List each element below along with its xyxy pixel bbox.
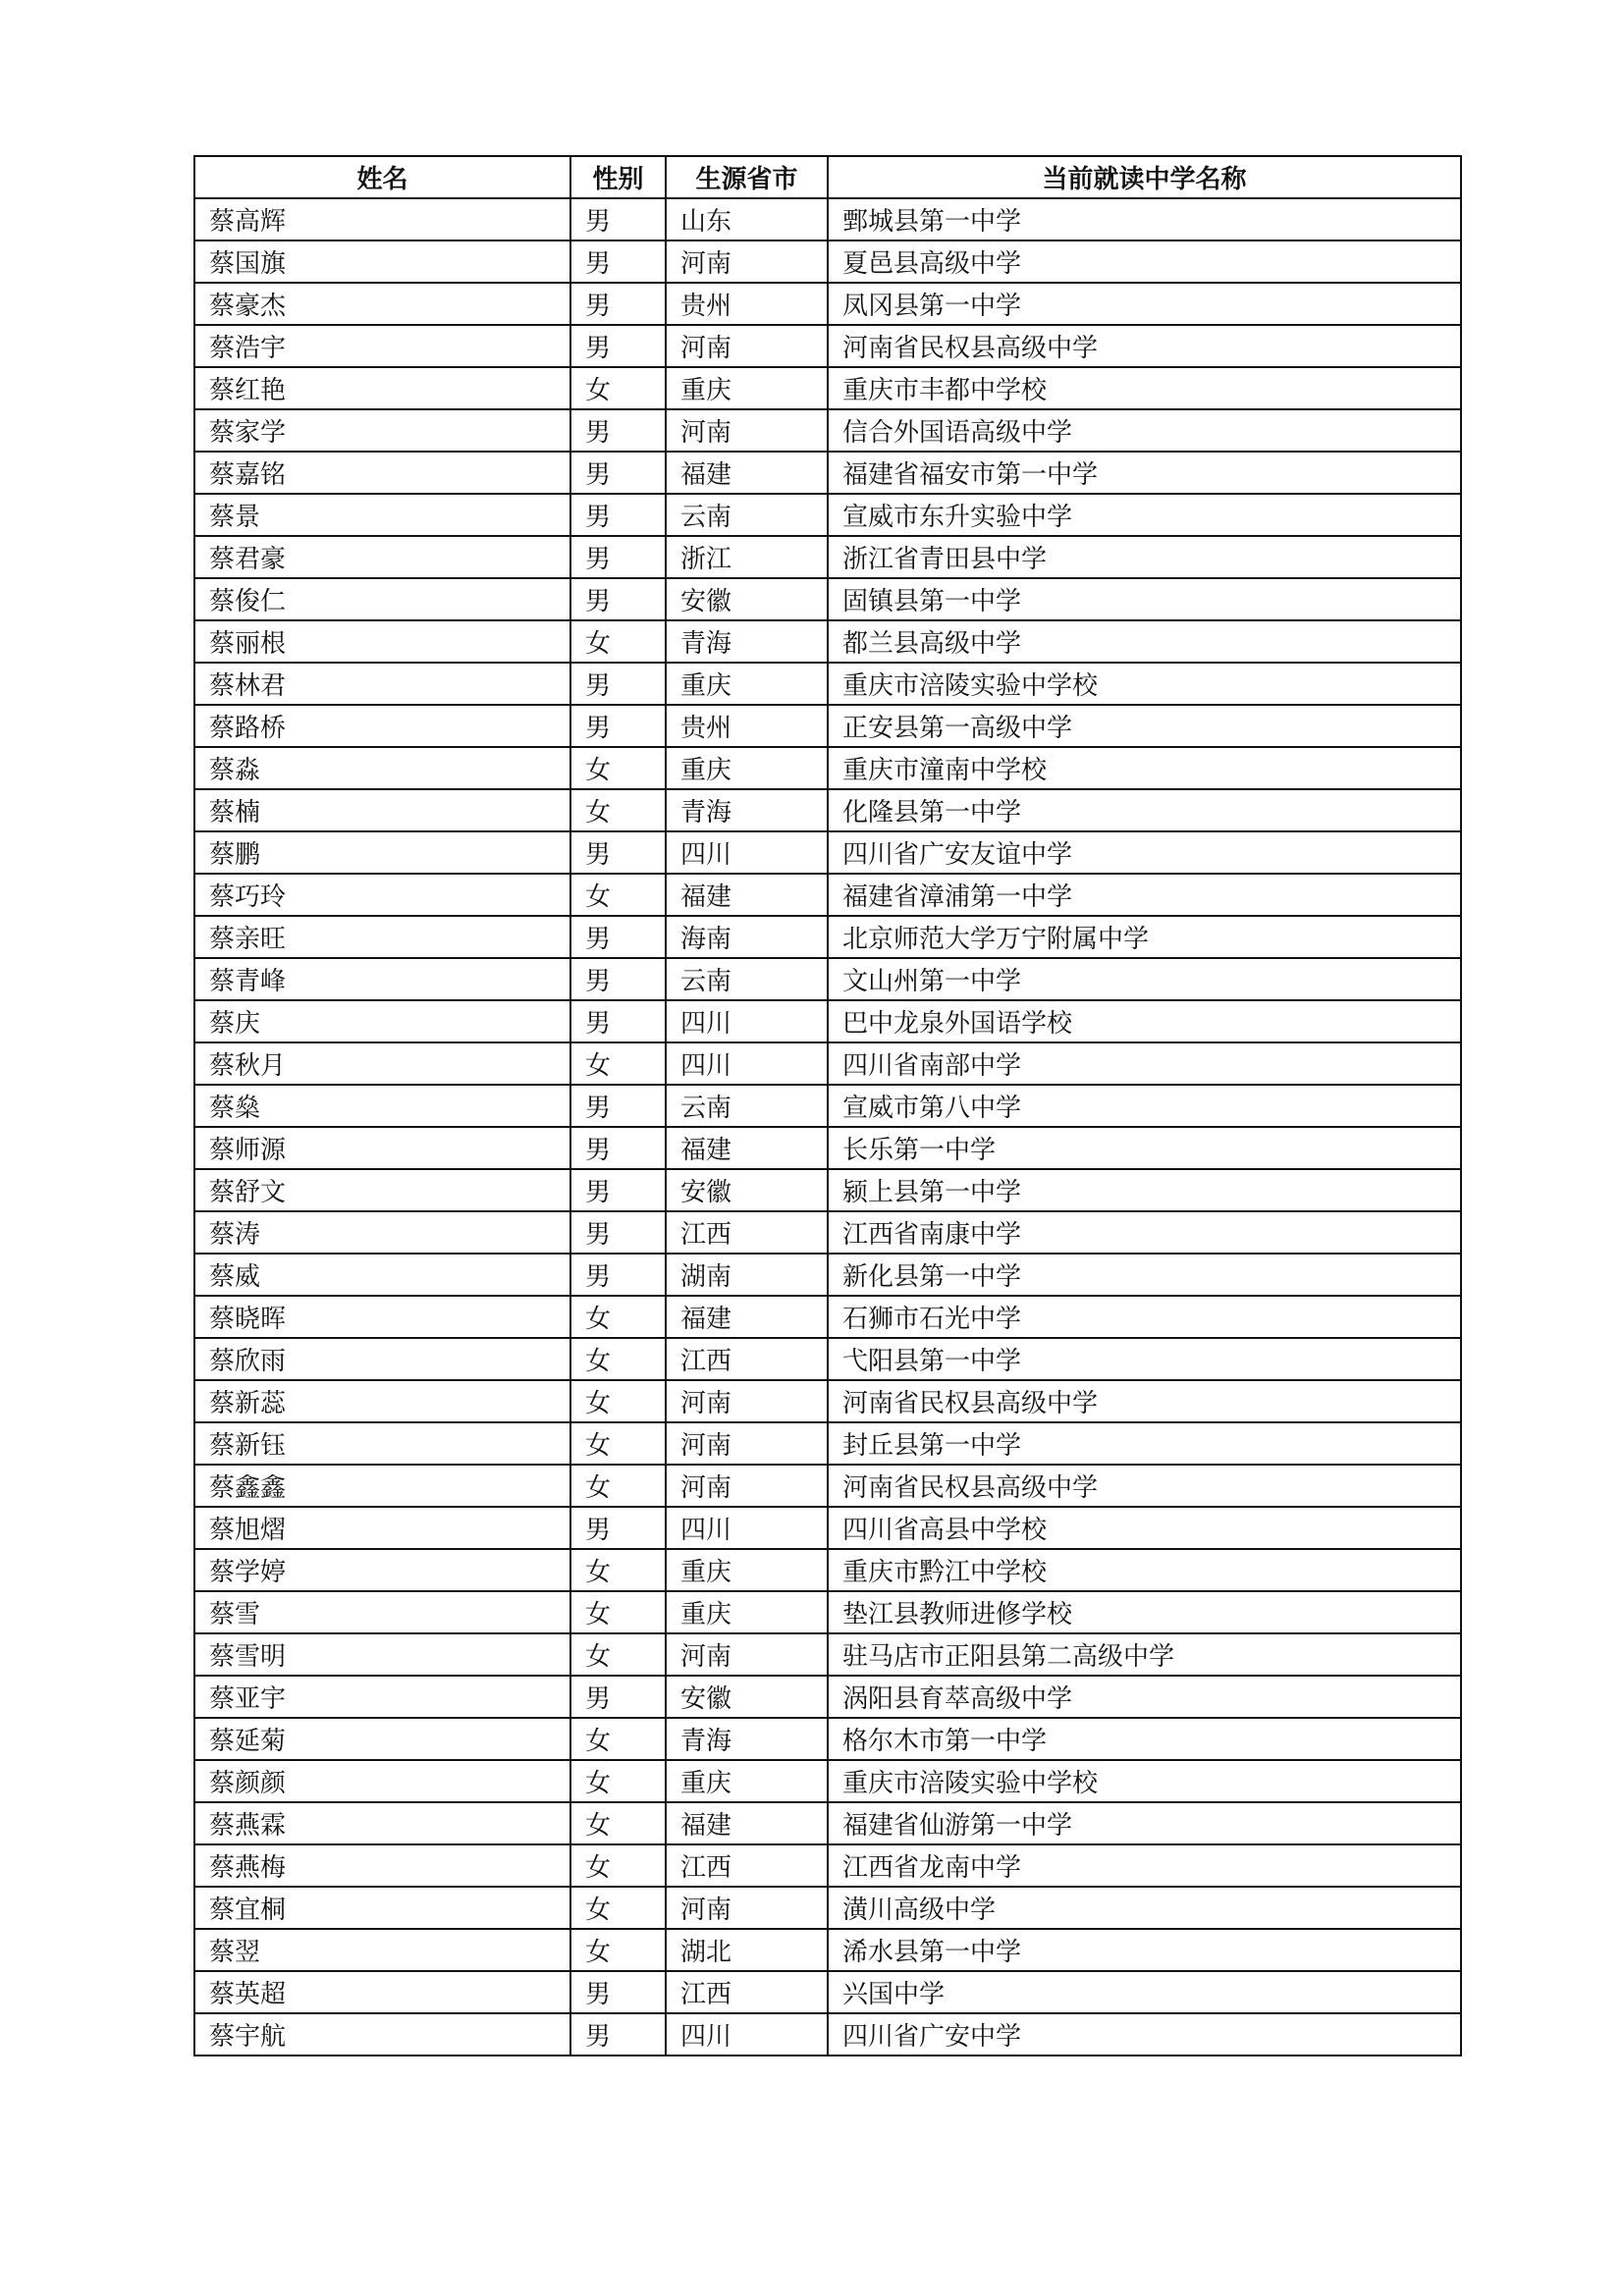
table-row — [194, 1633, 1461, 1676]
table-row — [194, 536, 1461, 578]
cell-name: 蔡宜桐 — [194, 1887, 570, 1929]
cell-school: 都兰县高级中学 — [828, 620, 1461, 663]
cell-school: 江西省龙南中学 — [828, 1844, 1461, 1887]
cell-gender: 女 — [570, 1887, 666, 1929]
cell-gender: 女 — [570, 1549, 666, 1591]
header-province: 生源省市 — [666, 156, 828, 198]
table-row — [194, 578, 1461, 620]
cell-province: 重庆 — [666, 1760, 828, 1802]
cell-province: 贵州 — [666, 283, 828, 325]
cell-school: 夏邑县高级中学 — [828, 240, 1461, 283]
cell-name: 蔡豪杰 — [194, 283, 570, 325]
cell-name: 蔡晓晖 — [194, 1296, 570, 1338]
cell-name: 蔡新钰 — [194, 1422, 570, 1465]
table-row — [194, 1718, 1461, 1760]
cell-school: 浠水县第一中学 — [828, 1929, 1461, 1971]
cell-province: 四川 — [666, 1507, 828, 1549]
cell-province: 福建 — [666, 874, 828, 916]
cell-province: 河南 — [666, 1465, 828, 1507]
cell-name: 蔡青峰 — [194, 958, 570, 1000]
cell-school: 浙江省青田县中学 — [828, 536, 1461, 578]
table-row — [194, 1844, 1461, 1887]
cell-name: 蔡淼 — [194, 747, 570, 789]
cell-province: 四川 — [666, 2013, 828, 2056]
cell-school: 福建省福安市第一中学 — [828, 452, 1461, 494]
table-row — [194, 1507, 1461, 1549]
table-row — [194, 452, 1461, 494]
cell-gender: 女 — [570, 1760, 666, 1802]
table-row — [194, 789, 1461, 831]
cell-province: 河南 — [666, 409, 828, 452]
cell-gender: 男 — [570, 240, 666, 283]
cell-name: 蔡颜颜 — [194, 1760, 570, 1802]
table-row — [194, 1676, 1461, 1718]
table-row — [194, 1422, 1461, 1465]
cell-school: 封丘县第一中学 — [828, 1422, 1461, 1465]
cell-gender: 男 — [570, 536, 666, 578]
cell-gender: 女 — [570, 1296, 666, 1338]
cell-school: 化隆县第一中学 — [828, 789, 1461, 831]
cell-name: 蔡延菊 — [194, 1718, 570, 1760]
cell-gender: 男 — [570, 663, 666, 705]
cell-school: 四川省南部中学 — [828, 1042, 1461, 1085]
cell-school: 河南省民权县高级中学 — [828, 1465, 1461, 1507]
cell-gender: 男 — [570, 1971, 666, 2013]
cell-gender: 女 — [570, 367, 666, 409]
cell-province: 青海 — [666, 620, 828, 663]
cell-province: 重庆 — [666, 1591, 828, 1633]
cell-school: 驻马店市正阳县第二高级中学 — [828, 1633, 1461, 1676]
cell-province: 安徽 — [666, 1169, 828, 1211]
cell-province: 江西 — [666, 1971, 828, 2013]
cell-gender: 男 — [570, 916, 666, 958]
table-row — [194, 1211, 1461, 1254]
cell-province: 云南 — [666, 958, 828, 1000]
cell-gender: 男 — [570, 1254, 666, 1296]
cell-name: 蔡燊 — [194, 1085, 570, 1127]
cell-school: 重庆市丰都中学校 — [828, 367, 1461, 409]
table-row — [194, 1127, 1461, 1169]
table-row — [194, 2013, 1461, 2056]
cell-gender: 女 — [570, 1929, 666, 1971]
cell-gender: 男 — [570, 1211, 666, 1254]
cell-province: 青海 — [666, 1718, 828, 1760]
cell-name: 蔡燕梅 — [194, 1844, 570, 1887]
cell-school: 重庆市潼南中学校 — [828, 747, 1461, 789]
cell-name: 蔡浩宇 — [194, 325, 570, 367]
cell-gender: 男 — [570, 831, 666, 874]
cell-province: 江西 — [666, 1211, 828, 1254]
table-row — [194, 1042, 1461, 1085]
cell-name: 蔡旭熠 — [194, 1507, 570, 1549]
cell-school: 巴中龙泉外国语学校 — [828, 1000, 1461, 1042]
cell-name: 蔡亚宇 — [194, 1676, 570, 1718]
cell-school: 重庆市黔江中学校 — [828, 1549, 1461, 1591]
cell-gender: 女 — [570, 620, 666, 663]
cell-school: 涡阳县育萃高级中学 — [828, 1676, 1461, 1718]
header-row — [194, 156, 1461, 198]
table-row — [194, 1085, 1461, 1127]
cell-school: 凤冈县第一中学 — [828, 283, 1461, 325]
cell-gender: 男 — [570, 578, 666, 620]
table-row — [194, 283, 1461, 325]
cell-gender: 男 — [570, 198, 666, 240]
cell-gender: 男 — [570, 705, 666, 747]
cell-school: 重庆市涪陵实验中学校 — [828, 663, 1461, 705]
cell-gender: 女 — [570, 1718, 666, 1760]
table-row — [194, 1254, 1461, 1296]
table-row — [194, 663, 1461, 705]
cell-name: 蔡君豪 — [194, 536, 570, 578]
cell-school: 北京师范大学万宁附属中学 — [828, 916, 1461, 958]
cell-name: 蔡新蕊 — [194, 1380, 570, 1422]
cell-gender: 女 — [570, 1465, 666, 1507]
cell-name: 蔡学婷 — [194, 1549, 570, 1591]
table-row — [194, 958, 1461, 1000]
cell-school: 文山州第一中学 — [828, 958, 1461, 1000]
cell-province: 河南 — [666, 1633, 828, 1676]
cell-school: 江西省南康中学 — [828, 1211, 1461, 1254]
cell-school: 格尔木市第一中学 — [828, 1718, 1461, 1760]
table-row — [194, 367, 1461, 409]
cell-name: 蔡林君 — [194, 663, 570, 705]
table-row — [194, 1760, 1461, 1802]
cell-school: 信合外国语高级中学 — [828, 409, 1461, 452]
table-row — [194, 747, 1461, 789]
header-school: 当前就读中学名称 — [828, 156, 1461, 198]
cell-name: 蔡路桥 — [194, 705, 570, 747]
table-row — [194, 874, 1461, 916]
cell-name: 蔡亲旺 — [194, 916, 570, 958]
cell-gender: 女 — [570, 1042, 666, 1085]
cell-gender: 女 — [570, 874, 666, 916]
cell-gender: 女 — [570, 747, 666, 789]
cell-province: 福建 — [666, 1127, 828, 1169]
cell-gender: 男 — [570, 1169, 666, 1211]
cell-name: 蔡秋月 — [194, 1042, 570, 1085]
cell-gender: 男 — [570, 1085, 666, 1127]
cell-name: 蔡舒文 — [194, 1169, 570, 1211]
cell-school: 宣威市东升实验中学 — [828, 494, 1461, 536]
header-gender: 性别 — [570, 156, 666, 198]
cell-school: 四川省广安友谊中学 — [828, 831, 1461, 874]
cell-province: 福建 — [666, 1802, 828, 1844]
cell-school: 颍上县第一中学 — [828, 1169, 1461, 1211]
cell-province: 湖南 — [666, 1254, 828, 1296]
table-row — [194, 1465, 1461, 1507]
cell-school: 四川省高县中学校 — [828, 1507, 1461, 1549]
cell-gender: 男 — [570, 325, 666, 367]
table-row — [194, 1591, 1461, 1633]
cell-gender: 女 — [570, 1844, 666, 1887]
cell-school: 垫江县教师进修学校 — [828, 1591, 1461, 1633]
table-row — [194, 1296, 1461, 1338]
table-row — [194, 1549, 1461, 1591]
cell-province: 河南 — [666, 1887, 828, 1929]
cell-gender: 男 — [570, 452, 666, 494]
cell-name: 蔡高辉 — [194, 198, 570, 240]
cell-school: 兴国中学 — [828, 1971, 1461, 2013]
cell-name: 蔡鑫鑫 — [194, 1465, 570, 1507]
cell-gender: 男 — [570, 958, 666, 1000]
cell-gender: 女 — [570, 1591, 666, 1633]
cell-province: 安徽 — [666, 1676, 828, 1718]
cell-name: 蔡庆 — [194, 1000, 570, 1042]
cell-name: 蔡翌 — [194, 1929, 570, 1971]
table-row — [194, 1929, 1461, 1971]
cell-name: 蔡欣雨 — [194, 1338, 570, 1380]
cell-province: 四川 — [666, 1000, 828, 1042]
cell-gender: 女 — [570, 1380, 666, 1422]
cell-province: 安徽 — [666, 578, 828, 620]
cell-name: 蔡巧玲 — [194, 874, 570, 916]
cell-province: 四川 — [666, 1042, 828, 1085]
cell-gender: 女 — [570, 1422, 666, 1465]
cell-province: 江西 — [666, 1844, 828, 1887]
cell-name: 蔡景 — [194, 494, 570, 536]
cell-school: 重庆市涪陵实验中学校 — [828, 1760, 1461, 1802]
cell-school: 石狮市石光中学 — [828, 1296, 1461, 1338]
table-row — [194, 198, 1461, 240]
cell-gender: 男 — [570, 1000, 666, 1042]
cell-school: 四川省广安中学 — [828, 2013, 1461, 2056]
cell-name: 蔡国旗 — [194, 240, 570, 283]
table-row — [194, 409, 1461, 452]
table-row — [194, 831, 1461, 874]
cell-province: 河南 — [666, 1380, 828, 1422]
cell-school: 弋阳县第一中学 — [828, 1338, 1461, 1380]
cell-gender: 男 — [570, 1507, 666, 1549]
cell-gender: 女 — [570, 1802, 666, 1844]
cell-school: 鄄城县第一中学 — [828, 198, 1461, 240]
cell-name: 蔡俊仁 — [194, 578, 570, 620]
cell-gender: 男 — [570, 2013, 666, 2056]
cell-gender: 男 — [570, 283, 666, 325]
cell-province: 福建 — [666, 452, 828, 494]
table-row — [194, 494, 1461, 536]
table-row — [194, 1000, 1461, 1042]
cell-province: 云南 — [666, 1085, 828, 1127]
cell-province: 四川 — [666, 831, 828, 874]
cell-province: 重庆 — [666, 367, 828, 409]
cell-name: 蔡嘉铭 — [194, 452, 570, 494]
table-row — [194, 1338, 1461, 1380]
header-name: 姓名 — [194, 156, 570, 198]
table-row — [194, 916, 1461, 958]
student-table — [193, 155, 1462, 2056]
cell-province: 贵州 — [666, 705, 828, 747]
cell-name: 蔡丽根 — [194, 620, 570, 663]
cell-province: 山东 — [666, 198, 828, 240]
cell-school: 长乐第一中学 — [828, 1127, 1461, 1169]
table-row — [194, 1802, 1461, 1844]
table-row — [194, 240, 1461, 283]
cell-province: 重庆 — [666, 1549, 828, 1591]
cell-name: 蔡宇航 — [194, 2013, 570, 2056]
cell-name: 蔡英超 — [194, 1971, 570, 2013]
cell-gender: 女 — [570, 1633, 666, 1676]
cell-school: 福建省漳浦第一中学 — [828, 874, 1461, 916]
cell-school: 宣威市第八中学 — [828, 1085, 1461, 1127]
cell-name: 蔡师源 — [194, 1127, 570, 1169]
cell-province: 河南 — [666, 325, 828, 367]
cell-school: 潢川高级中学 — [828, 1887, 1461, 1929]
cell-name: 蔡鹏 — [194, 831, 570, 874]
table-row — [194, 705, 1461, 747]
cell-gender: 男 — [570, 409, 666, 452]
cell-name: 蔡雪明 — [194, 1633, 570, 1676]
cell-province: 重庆 — [666, 747, 828, 789]
cell-school: 河南省民权县高级中学 — [828, 1380, 1461, 1422]
table-row — [194, 1169, 1461, 1211]
cell-name: 蔡涛 — [194, 1211, 570, 1254]
cell-province: 河南 — [666, 240, 828, 283]
cell-name: 蔡威 — [194, 1254, 570, 1296]
table-row — [194, 1887, 1461, 1929]
cell-gender: 女 — [570, 789, 666, 831]
cell-province: 湖北 — [666, 1929, 828, 1971]
cell-school: 河南省民权县高级中学 — [828, 325, 1461, 367]
cell-gender: 男 — [570, 494, 666, 536]
cell-province: 福建 — [666, 1296, 828, 1338]
table-row — [194, 325, 1461, 367]
table-row — [194, 620, 1461, 663]
cell-name: 蔡楠 — [194, 789, 570, 831]
cell-gender: 男 — [570, 1676, 666, 1718]
cell-school: 新化县第一中学 — [828, 1254, 1461, 1296]
cell-school: 正安县第一高级中学 — [828, 705, 1461, 747]
cell-province: 浙江 — [666, 536, 828, 578]
cell-gender: 男 — [570, 1127, 666, 1169]
cell-name: 蔡家学 — [194, 409, 570, 452]
table-row — [194, 1971, 1461, 2013]
cell-province: 江西 — [666, 1338, 828, 1380]
cell-school: 福建省仙游第一中学 — [828, 1802, 1461, 1844]
cell-name: 蔡红艳 — [194, 367, 570, 409]
cell-province: 重庆 — [666, 663, 828, 705]
cell-gender: 女 — [570, 1338, 666, 1380]
cell-province: 青海 — [666, 789, 828, 831]
cell-province: 河南 — [666, 1422, 828, 1465]
cell-province: 海南 — [666, 916, 828, 958]
cell-province: 云南 — [666, 494, 828, 536]
cell-name: 蔡雪 — [194, 1591, 570, 1633]
cell-name: 蔡燕霖 — [194, 1802, 570, 1844]
table-row — [194, 1380, 1461, 1422]
cell-school: 固镇县第一中学 — [828, 578, 1461, 620]
